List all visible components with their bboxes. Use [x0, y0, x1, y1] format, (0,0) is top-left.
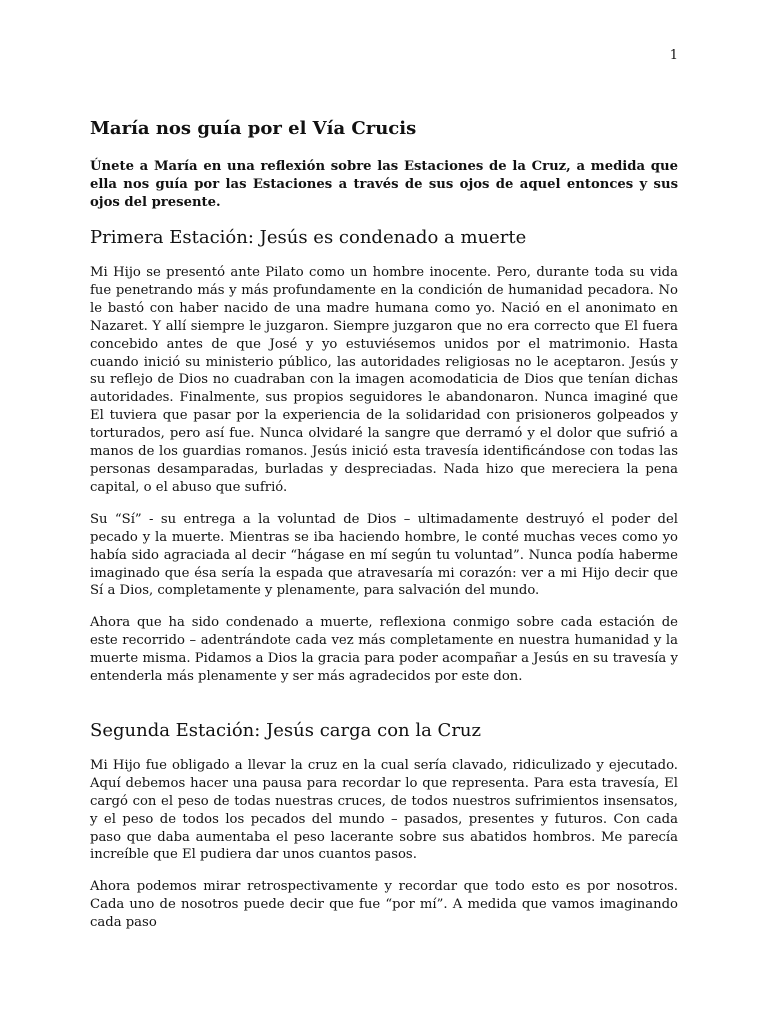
page-number: 1 — [669, 48, 678, 63]
paragraph: Mi Hijo se presentó ante Pilato como un hombre inocente. Pero, durante toda su vida fue penetrando más y más profundamente en la condición de humanidad pecadora. No le bastó con haber nacido de una madre humana como yo. Nació en el anonimato en Nazaret. Y allí siempre le juzgaron. Siempre juzgaron que no era correcto que El fuera concebido antes de que José y yo estuviésemos unidos por el matrimonio. Hasta cuando inició su ministerio público, las autoridades religiosas no le aceptaron. Jesús y su reflejo de Dios no cuadraban con la imagen acomodaticia de Dios que tenían dichas autoridades. Finalmente, sus propios seguidores le abandonaron. Nunca imaginé que El tuviera que pasar por la experiencia de la solidaridad con prisioneros golpeados y torturados, pero así fue. Nunca olvidaré la sangre que derramó y el dolor que sufrió a manos de los guardias romanos. Jesús inició esta travesía identificándose con todas las personas desamparadas, burladas y despreciadas. Nada hizo que mereciera la pena capital, o el abuso que sufrió. — [90, 265, 678, 495]
document-body — [90, 117, 678, 946]
station-1 — [90, 226, 678, 686]
paragraph: Ahora podemos mirar retrospectivamente y recordar que todo esto es por nosotros. Cada uno de nosotros puede decir que fue “por mí”. A medida que vamos imaginando cada paso — [90, 879, 678, 931]
station-title: Segunda Estación: Jesús carga con la Cruz — [90, 719, 482, 741]
station-2 — [90, 719, 678, 932]
document-title: María nos guía por el Vía Crucis — [90, 118, 417, 139]
paragraph: Su “Sí” - su entrega a la voluntad de Dios – ultimadamente destruyó el poder del pecado y la muerte. Mientras se iba haciendo hombre, le conté muchas veces como yo había sido agraciada al decir “hágase en mí según tu voluntad”. Nunca podía haberme imaginado que ésa sería la espada que atravesaría mi corazón: ver a mi Hijo decir que Sí a Dios, completamente y plenamente, para salvación del mundo. — [90, 511, 678, 599]
intro-paragraph: Únete a María en una reflexión sobre las Estaciones de la Cruz, a medida que ella nos guía por las Estaciones a través de sus ojos de aquel entonces y sus ojos del presente. — [90, 159, 678, 210]
station-title: Primera Estación: Jesús es condenado a muerte — [90, 227, 527, 248]
paragraph: Ahora que ha sido condenado a muerte, reflexiona conmigo sobre cada estación de este recorrido – adentrándote cada vez más completamente en nuestra humanidad y la muerte misma. Pidamos a Dios la gracia para poder acompañar a Jesús en su travesía y entenderla más plenamente y ser más agradecidos por este don. — [90, 615, 678, 685]
paragraph: Mi Hijo fue obligado a llevar la cruz en la cual sería clavado, ridiculizado y ejecutado. Aquí debemos hacer una pausa para recordar lo que representa. Para esta travesía, El cargó con el peso de todas nuestras cruces, de todos nuestros sufrimientos insensatos, y el peso de todos los pecados del mundo – pasados, presentes y futuros. Con cada paso que daba aumentaba el peso lacerante sobre sus abatidos hombros. Me parecía increíble que El pudiera dar unos cuantos pasos. — [90, 757, 678, 863]
